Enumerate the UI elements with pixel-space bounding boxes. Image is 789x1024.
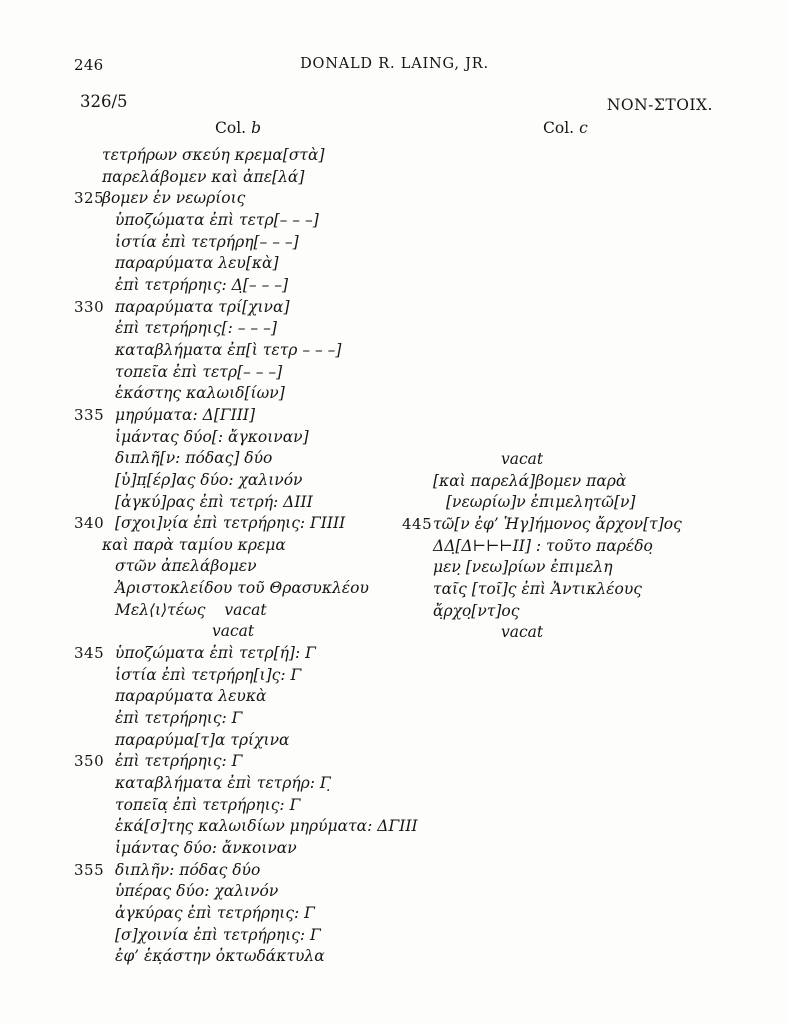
column-c-text [402, 449, 682, 644]
inscription-line [102, 621, 418, 643]
line-text: ἐπὶ τετρήρηις[: – – –] [115, 319, 277, 338]
inscription-line [102, 448, 418, 470]
inscription-line [102, 253, 418, 275]
inscription-line [102, 383, 418, 405]
inscription-line [74, 188, 418, 210]
inscription-line [102, 686, 418, 708]
inscription-line [102, 665, 418, 687]
column-c-header-letter: c [579, 119, 588, 137]
line-text: vacat [501, 623, 544, 642]
inscription-line [102, 535, 418, 557]
line-text: ταῖς̣ [τοῖ]ς ἐπὶ Ἀντικλέους [433, 579, 642, 598]
line-text: ἐπὶ τετρήρηις: Γ [115, 752, 243, 771]
line-text: καταβλήματα ἐπὶ τετρήρ: Γ̣ [115, 774, 331, 793]
line-number: 335 [74, 405, 105, 424]
inscription-line [102, 318, 418, 340]
line-text: στῶν ἀπελάβομεν [115, 557, 257, 576]
running-title: DONALD R. LAING, JR. [300, 56, 489, 72]
line-number: 345 [74, 644, 105, 663]
line-text: τοπεῖα̣ ἐπὶ τετρήρηις: Γ [115, 795, 301, 814]
line-number: 445 [402, 514, 433, 533]
inscription-line [102, 730, 418, 752]
inscription-line [102, 816, 418, 838]
line-text: ΔΔ̣[Δ⊢⊢⊢ΙΙ] : τοῦτο παρέδο̣ [433, 536, 653, 555]
line-text: τῶ[ν ἐφ’ Ἡγ]ήμονος ἄρχον[τ]ος [433, 514, 682, 533]
line-text: [ὑ]π̣[έρ]ας δύο: χαλινόν [115, 470, 303, 489]
line-text: παραρύματα λευ[κὰ] [115, 254, 279, 273]
line-number: 325 [74, 189, 105, 208]
line-text: ὑπέρας δύο: χαλινόν [115, 882, 279, 901]
line-text: ἱμάντας δύο: ἄνκοιναν [115, 839, 297, 857]
inscription-line [74, 513, 418, 535]
inscription-line [102, 492, 418, 514]
inscription-line [102, 427, 418, 449]
inscription-line [433, 579, 682, 601]
inscription-line [102, 903, 418, 925]
inscription-line [433, 622, 682, 644]
vacat-note: vacat [224, 600, 267, 619]
inscription-line [102, 556, 418, 578]
inscription-line [102, 145, 418, 167]
inscription-line [102, 708, 418, 730]
line-text: ἱστία ἐπὶ τετρήρη[– – –] [115, 232, 299, 251]
inscription-line [102, 340, 418, 362]
inscription-line [433, 557, 682, 579]
line-number: 355 [74, 860, 105, 879]
line-number: 330 [74, 297, 105, 316]
line-text: ἑκά[σ]της καλωιδίων μηρύματα: ΔΓΙΙΙ [115, 817, 418, 836]
line-text: ὑποζώματα ἐπὶ τετρ[– – –] [115, 210, 319, 229]
line-text: μηρύματα: Δ[ΓΙΙΙ] [115, 405, 256, 424]
line-text: ἐφ’ ἑκ̣άστην ὀκτωδάκτυλα [115, 947, 325, 966]
inscription-line [102, 881, 418, 903]
line-text: Ἀριστοκλείδου τοῦ Θρασυκλέου [115, 579, 369, 598]
line-text: ἀγκύρας ἐπὶ τετρήρηις: Γ [115, 903, 315, 922]
inscription-line [102, 578, 418, 600]
column-c-header-prefix: Col. [543, 119, 575, 137]
line-text: παραρύμα[τ]α τρίχινα [115, 730, 290, 749]
line-text: καταβλήματα ἐπ[ὶ τετρ – – –] [115, 340, 342, 359]
inscription-line [74, 751, 418, 773]
inscription-line [102, 167, 418, 189]
line-text: ὑποζώματα ἐπὶ τετρ[ή]: Γ [115, 644, 316, 663]
inscription-line [102, 773, 418, 795]
line-text: [σχοι]ν̣ία ἐπὶ τετρήρηις: ΓΙΙΙΙ [115, 514, 346, 533]
inscription-line [102, 210, 418, 232]
column-b-header [215, 119, 261, 137]
line-text: διπλῆ̣[ν: πόδας] δύο [115, 449, 273, 468]
line-text: [νεωρίω]ν ἐπιμελητῶ[ν] [446, 493, 636, 512]
line-text: vacat [501, 450, 544, 468]
inscription-line [102, 232, 418, 254]
line-text: vacat [212, 622, 255, 641]
inscription-line [433, 449, 682, 471]
inscription-line [74, 643, 418, 665]
line-text: ἑκάστης καλωιδ[ίων] [115, 384, 285, 403]
column-c-header [543, 119, 588, 137]
column-b-header-prefix: Col. [215, 119, 247, 137]
line-text: [σ]χοινία ἐπὶ τετρήρηις: Γ [115, 925, 321, 944]
inscription-line [102, 362, 418, 384]
inscription-line [433, 492, 682, 514]
line-text: ἄ̣ρχο̣[ντ]ος [433, 601, 520, 620]
inscription-line [102, 470, 418, 492]
line-number: 340 [74, 514, 105, 533]
inscription-line [433, 536, 682, 558]
inscription-line [402, 514, 682, 536]
line-text: ἱστία ἐπὶ τετρήρη[ι]ς: Γ [115, 665, 302, 684]
line-text: [καὶ παρελά]βομεν παρὰ [433, 471, 627, 490]
line-text: παρελάβομεν καὶ ἀπε[λά] [102, 167, 305, 186]
page-number: 246 [74, 56, 104, 74]
inscription-line [74, 860, 418, 882]
line-text: παραρύματα τρί[χινα] [115, 297, 290, 316]
line-text: ἐπὶ τετρήρηις: Γ [115, 709, 243, 728]
inscription-line [102, 925, 418, 947]
inscription-number: 326/5 [80, 92, 128, 111]
column-b-header-letter: b [251, 119, 262, 137]
line-text: τοπεῖα ἐπὶ τετρ[– – –] [115, 362, 283, 381]
line-number: 350 [74, 752, 105, 771]
inscription-line [102, 946, 418, 968]
line-text: βομεν ἐν νεωρίοις [102, 189, 246, 208]
line-text: καὶ παρὰ ταμίου κρεμα [102, 535, 286, 554]
inscription-line [102, 795, 418, 817]
line-text: παραρύματα λευκὰ [115, 687, 267, 706]
inscription-line [102, 838, 418, 860]
line-text: ἐπὶ τετρήρηις: Δ̣[– – –] [115, 275, 289, 294]
line-text: τετρήρων σκεύη κρεμα[στὰ] [102, 146, 325, 164]
inscription-line [433, 601, 682, 623]
line-text: ἱμάντας δύο[: ἄγκοιναν] [115, 427, 309, 446]
column-b-text [74, 145, 418, 968]
stoichedon-note: NON-ΣΤΟΙΧ. [606, 96, 713, 114]
inscription-line [74, 297, 418, 319]
line-text: μεν̣ [νεω]ρίων ἐπιμελη [433, 558, 613, 577]
inscription-line [102, 275, 418, 297]
inscription-line [102, 600, 418, 622]
line-text: Μελ⟨ι⟩τέως [115, 600, 206, 619]
line-text: [ἀγκύ]ρας ἐπὶ τετρή: ΔΙΙΙ [115, 492, 313, 511]
line-text: διπλῆν: πόδας δύο [115, 860, 261, 879]
inscription-line [433, 471, 682, 493]
inscription-line [74, 405, 418, 427]
